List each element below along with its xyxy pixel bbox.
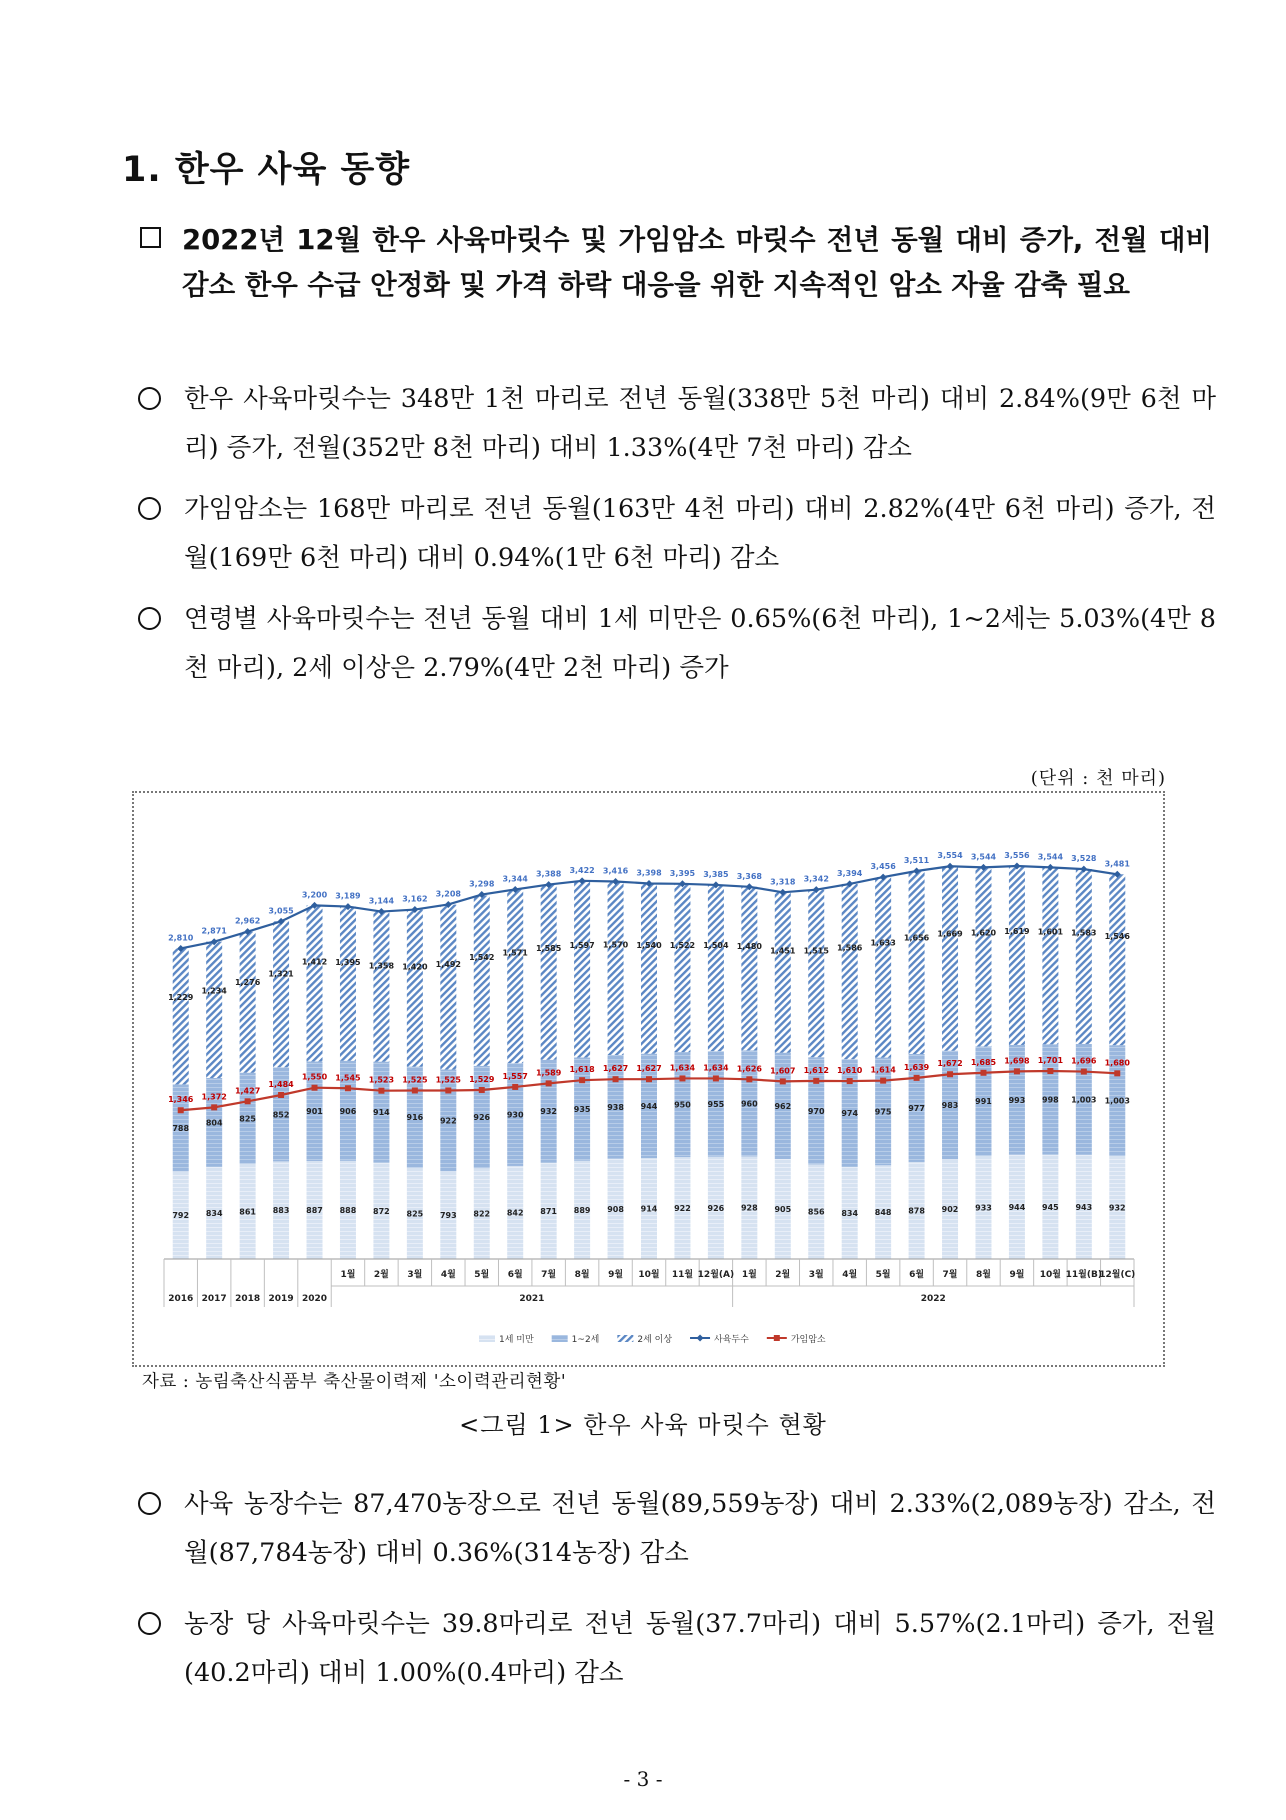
fertile-point [211,1104,217,1110]
fertile-label: 1,627 [602,1064,629,1074]
x-tick-label: 7월 [942,1270,958,1280]
fertile-label: 1,685 [970,1057,997,1067]
fertile-point [1014,1068,1020,1074]
fertile-label: 1,484 [268,1079,294,1089]
label-age-1-2: 975 [874,1107,892,1117]
bullet-text: 연령별 사육마릿수는 전년 동월 대비 1세 미만은 0.65%(6천 마리), 1~2세는 5.03%(4만 8천 마리), 2세 이상은 2.79%(4만 2천 마리) 증가 [184,604,1216,683]
label-age-1-2: 998 [1042,1095,1059,1105]
bar-over-2 [875,877,891,1057]
label-under-1: 933 [975,1203,992,1213]
label-over-2: 1,412 [301,957,328,967]
label-age-1-2: 938 [607,1102,624,1112]
fertile-point [178,1107,184,1113]
circle-bullet-icon [138,387,161,410]
x-tick-label: 1월 [741,1270,757,1280]
label-under-1: 922 [674,1204,691,1214]
x-tick-label: 11월 [671,1270,694,1280]
x-tick-label: 2020 [301,1294,328,1304]
bar-over-2 [975,867,991,1046]
total-label: 3,398 [636,868,662,878]
total-label: 3,162 [402,894,428,904]
fertile-label: 1,545 [335,1073,361,1083]
label-age-1-2: 977 [908,1103,925,1113]
bar-over-2 [474,895,490,1065]
total-label: 3,481 [1104,859,1130,869]
label-age-1-2: 932 [540,1107,558,1117]
total-label: 3,511 [903,855,930,865]
label-over-2: 1,620 [970,928,997,938]
total-label: 3,388 [535,869,562,879]
summary-block [140,218,1212,308]
label-over-2: 1,669 [937,929,963,939]
bar-over-2 [1009,866,1025,1045]
bar-over-2 [942,866,958,1050]
label-under-1: 888 [339,1205,357,1215]
label-age-1-2: 901 [306,1107,323,1117]
fertile-label: 1,427 [234,1086,261,1096]
label-age-1-2: 960 [740,1099,758,1109]
x-tick-label: 6월 [507,1270,523,1280]
total-label: 3,528 [1071,854,1097,864]
x-tick-label: 6월 [909,1270,925,1280]
bullet-text: 한우 사육마릿수는 348만 1천 마리로 전년 동월(338만 5천 마리) 대비 2.84%(9만 6천 마리) 증가, 전월(352만 8천 마리) 대비 1.33%(4만 7천 마리) 감소 [184,384,1216,463]
label-over-2: 1,358 [368,961,395,971]
bar-over-2 [173,949,189,1085]
fertile-point [312,1085,318,1091]
total-label: 3,456 [870,862,896,872]
label-under-1: 932 [1108,1203,1126,1213]
bar-over-2 [674,884,690,1052]
total-label: 3,394 [837,868,863,878]
circle-bullet-icon [138,1492,161,1515]
label-over-2: 1,542 [469,953,495,963]
label-under-1: 825 [406,1209,424,1219]
fertile-label: 1,589 [535,1068,562,1078]
label-age-1-2: 944 [640,1101,658,1111]
label-age-1-2: 935 [573,1105,591,1115]
x-tick-label: 10월 [638,1270,660,1280]
legend-label: 2세 이상 [637,1335,673,1345]
x-tick-label: 9월 [1009,1270,1025,1280]
label-under-1: 871 [540,1206,558,1216]
label-over-2: 1,633 [870,938,896,948]
fertile-point [579,1077,585,1083]
bar-over-2 [808,890,824,1057]
label-under-1: 878 [908,1206,925,1216]
figure-caption: <그림 1> 한우 사육 마릿수 현황 [459,1411,827,1439]
fertile-point [980,1070,986,1076]
total-label: 2,871 [201,926,227,936]
x-tick-label: 8월 [574,1270,590,1280]
label-age-1-2: 955 [707,1099,725,1109]
label-under-1: 943 [1075,1202,1093,1212]
x-tick-label: 3월 [808,1270,824,1280]
x-year-group-label: 2021 [519,1294,545,1304]
label-age-1-2: 926 [473,1112,491,1122]
label-over-2: 1,583 [1071,928,1097,938]
label-under-1: 928 [740,1203,758,1213]
bar-over-2 [1109,874,1125,1045]
total-label: 3,416 [602,866,629,876]
fertile-point [412,1087,418,1093]
label-over-2: 1,276 [234,978,261,988]
label-over-2: 1,597 [569,941,595,951]
total-label: 3,144 [368,896,395,906]
x-tick-label: 5월 [474,1270,490,1280]
label-under-1: 834 [841,1208,859,1218]
stacked-bar-chart [134,793,1163,1365]
fertile-label: 1,610 [837,1066,863,1076]
fertile-label: 1,627 [636,1064,662,1074]
summary-text: 2022년 12월 한우 사육마릿수 및 가임암소 마릿수 전년 동월 대비 증가, 전월 대비 감소 한우 수급 안정화 및 가격 하락 대응을 위한 지속적인 암소 자율 감축 필요 [182,224,1212,301]
x-tick-label: 12월(C) [1099,1270,1136,1280]
bar-over-2 [206,942,222,1078]
label-under-1: 872 [373,1206,390,1216]
bullet-text: 농장 당 사육마릿수는 39.8마리로 전년 동월(37.7마리) 대비 5.57%(2.1마리) 증가, 전월(40.2마리) 대비 1.00%(0.4마리) 감소 [184,1609,1216,1688]
fertile-point [245,1098,251,1104]
x-tick-label: 10월 [1039,1270,1061,1280]
fertile-label: 1,672 [937,1059,963,1069]
x-tick-label: 2월 [373,1270,389,1280]
label-under-1: 908 [607,1204,624,1214]
bar-over-2 [842,884,858,1059]
total-label: 3,298 [469,879,495,889]
label-over-2: 1,540 [636,941,662,951]
total-label: 3,055 [268,906,294,916]
label-under-1: 902 [941,1205,959,1215]
total-label: 3,554 [937,851,963,861]
label-under-1: 944 [1008,1202,1026,1212]
total-label: 3,422 [569,865,595,875]
bar-over-2 [641,883,657,1053]
label-age-1-2: 922 [439,1116,457,1126]
label-under-1: 887 [306,1205,323,1215]
chart-source: 자료 : 농림축산식품부 축산물이력제 '소이력관리현황' [142,1372,567,1392]
label-age-1-2: 993 [1008,1095,1026,1105]
total-label: 3,342 [803,874,829,884]
legend-swatch-bar-age-1-2 [552,1335,568,1342]
fertile-label: 1,614 [870,1065,896,1075]
bullet-item [138,485,1216,583]
fertile-label: 1,372 [201,1092,227,1102]
bar-over-2 [541,885,557,1060]
label-under-1: 889 [573,1205,591,1215]
fertile-point [813,1078,819,1084]
label-age-1-2: 1,003 [1071,1095,1097,1105]
label-age-1-2: 914 [373,1108,390,1118]
circle-bullet-icon [138,607,161,630]
legend-label: 1~2세 [571,1335,600,1345]
fertile-point [378,1088,384,1094]
fertile-label: 1,550 [301,1072,328,1082]
circle-bullet-icon [138,1612,161,1635]
label-under-1: 848 [874,1208,892,1218]
x-tick-label: 7월 [541,1270,557,1280]
bar-over-2 [273,921,289,1067]
fertile-point [512,1084,518,1090]
label-over-2: 1,585 [535,944,562,954]
total-label: 3,344 [502,874,528,884]
label-age-1-2: 930 [506,1110,524,1120]
total-label: 3,556 [1004,851,1030,861]
fertile-label: 1,680 [1104,1058,1130,1068]
fertile-label: 1,525 [402,1075,428,1085]
label-under-1: 822 [473,1209,491,1219]
label-age-1-2: 950 [674,1100,691,1110]
label-age-1-2: 852 [272,1110,290,1120]
fertile-label: 1,701 [1037,1056,1064,1066]
fertile-label: 1,634 [703,1063,729,1073]
bar-over-2 [708,885,724,1051]
bullet-item [138,1600,1216,1698]
fertile-label: 1,698 [1004,1056,1030,1066]
bar-over-2 [1042,867,1058,1044]
x-tick-label: 5월 [875,1270,891,1280]
section-title: 1. 한우 사육 동향 [122,150,411,190]
bullet-text: 가임암소는 168만 마리로 전년 동월(163만 4천 마리) 대비 2.82%(4만 6천 마리) 증가, 전월(169만 6천 마리) 대비 0.94%(1만 6천 마리) 감소 [184,494,1216,573]
total-label: 2,810 [168,933,194,943]
label-under-1: 905 [774,1204,792,1214]
x-tick-label: 2018 [235,1294,261,1304]
total-label: 2,962 [234,916,261,926]
bullet-item [138,375,1216,473]
label-age-1-2: 970 [807,1106,825,1116]
fertile-point [546,1080,552,1086]
label-age-1-2: 825 [239,1114,256,1124]
label-over-2: 1,546 [1104,932,1130,942]
fertile-label: 1,696 [1071,1056,1097,1066]
circle-bullet-icon [138,497,161,520]
bullet-item [138,1480,1216,1578]
total-label: 3,368 [736,871,763,881]
label-over-2: 1,395 [335,958,361,968]
legend-label: 1세 미만 [499,1335,534,1345]
fertile-label: 1,639 [903,1062,930,1072]
x-tick-label: 2017 [201,1294,227,1304]
fertile-point [713,1075,719,1081]
label-under-1: 926 [707,1203,725,1213]
fertile-label: 1,607 [770,1066,796,1076]
label-age-1-2: 974 [841,1109,859,1119]
label-under-1: 883 [272,1206,290,1216]
label-age-1-2: 804 [205,1118,223,1128]
bar-over-2 [240,932,256,1073]
total-label: 3,200 [301,890,328,900]
label-age-1-2: 788 [172,1123,190,1133]
fertile-point [847,1078,853,1084]
label-over-2: 1,619 [1004,927,1030,937]
fertile-point [1047,1068,1053,1074]
x-tick-label: 9월 [608,1270,624,1280]
chart-container [132,791,1165,1367]
label-under-1: 792 [172,1211,190,1221]
legend-label: 사육두수 [714,1335,749,1345]
bar-over-2 [307,905,323,1061]
bar-over-2 [440,905,456,1070]
bullet-text: 사육 농장수는 87,470농장으로 전년 동월(89,559농장) 대비 2.33%(2,089농장) 감소, 전월(87,784농장) 대비 0.36%(314농장) 감소 [184,1489,1216,1568]
label-age-1-2: 916 [406,1113,424,1123]
legend-marker [774,1335,780,1341]
bar-over-2 [507,890,523,1064]
fertile-point [746,1076,752,1082]
fertile-point [345,1085,351,1091]
label-over-2: 1,229 [168,993,194,1003]
label-over-2: 1,480 [736,941,763,951]
label-over-2: 1,656 [903,933,930,943]
total-label: 3,208 [435,889,461,899]
chart-unit: (단위 : 천 마리) [1030,768,1166,789]
fertile-point [780,1078,786,1084]
label-over-2: 1,515 [803,946,829,956]
total-label: 3,189 [335,891,361,901]
x-tick-label: 12월(A) [697,1270,735,1280]
legend-marker [697,1335,704,1342]
label-over-2: 1,492 [435,960,461,970]
fertile-label: 1,529 [469,1075,495,1085]
bar-over-2 [608,881,624,1055]
label-over-2: 1,571 [502,948,528,958]
total-label: 3,544 [970,852,997,862]
label-under-1: 842 [506,1208,524,1218]
fertile-label: 1,523 [368,1075,395,1085]
total-label: 3,318 [770,877,796,887]
bar-over-2 [741,887,757,1051]
label-age-1-2: 983 [941,1101,959,1111]
label-age-1-2: 906 [339,1106,357,1116]
label-over-2: 1,420 [402,962,428,972]
fertile-point [914,1075,920,1081]
label-age-1-2: 962 [774,1101,792,1111]
fertile-label: 1,626 [736,1064,763,1074]
label-under-1: 834 [205,1208,223,1218]
total-label: 3,395 [669,868,696,878]
label-over-2: 1,586 [837,943,863,953]
fertile-label: 1,557 [502,1071,528,1081]
legend-swatch-bar-over-2 [617,1335,633,1342]
label-over-2: 1,601 [1037,927,1064,937]
x-tick-label: 2월 [775,1270,791,1280]
x-tick-label: 11월(B) [1065,1270,1102,1280]
label-under-1: 945 [1042,1202,1059,1212]
fertile-label: 1,346 [168,1095,194,1105]
x-tick-label: 1월 [340,1270,356,1280]
bar-over-2 [775,892,791,1052]
fertile-label: 1,525 [435,1075,461,1085]
label-under-1: 793 [439,1211,457,1221]
label-age-1-2: 991 [975,1097,992,1107]
bar-over-2 [340,907,356,1061]
label-under-1: 914 [640,1204,658,1214]
legend-swatch-bar-under-1 [479,1335,495,1342]
legend-label: 가임암소 [790,1335,826,1345]
label-under-1: 856 [807,1207,825,1217]
label-age-1-2: 1,003 [1104,1096,1130,1106]
fertile-point [1114,1070,1120,1076]
x-tick-label: 8월 [975,1270,991,1280]
checkbox-square-icon [140,227,161,248]
fertile-point [613,1076,619,1082]
x-year-group-label: 2022 [920,1294,946,1304]
bar-over-2 [574,881,590,1057]
x-tick-label: 4월 [842,1270,858,1280]
label-over-2: 1,504 [703,941,729,951]
fertile-point [947,1071,953,1077]
label-over-2: 1,321 [268,969,294,979]
fertile-point [479,1087,485,1093]
bar-over-2 [1076,869,1092,1044]
fertile-point [880,1078,886,1084]
fertile-label: 1,612 [803,1065,829,1075]
label-under-1: 861 [239,1207,256,1217]
fertile-point [646,1076,652,1082]
total-label: 3,544 [1037,852,1064,862]
total-label: 3,385 [703,869,729,879]
label-over-2: 1,570 [602,940,629,950]
bar-over-2 [909,871,925,1054]
fertile-point [679,1075,685,1081]
page-number: - 3 - [623,1767,663,1791]
label-over-2: 1,522 [669,940,696,950]
fertile-point [1081,1069,1087,1075]
bar-over-2 [407,910,423,1067]
label-over-2: 1,234 [201,986,227,996]
x-tick-label: 2016 [168,1294,194,1304]
bar-over-2 [373,912,389,1062]
fertile-point [278,1092,284,1098]
fertile-label: 1,634 [669,1063,696,1073]
x-tick-label: 4월 [440,1270,456,1280]
x-tick-label: 3월 [407,1270,423,1280]
fertile-label: 1,618 [569,1065,595,1075]
label-over-2: 1,451 [770,946,796,956]
fertile-point [445,1087,451,1093]
x-tick-label: 2019 [268,1294,294,1304]
bullet-item [138,595,1216,693]
